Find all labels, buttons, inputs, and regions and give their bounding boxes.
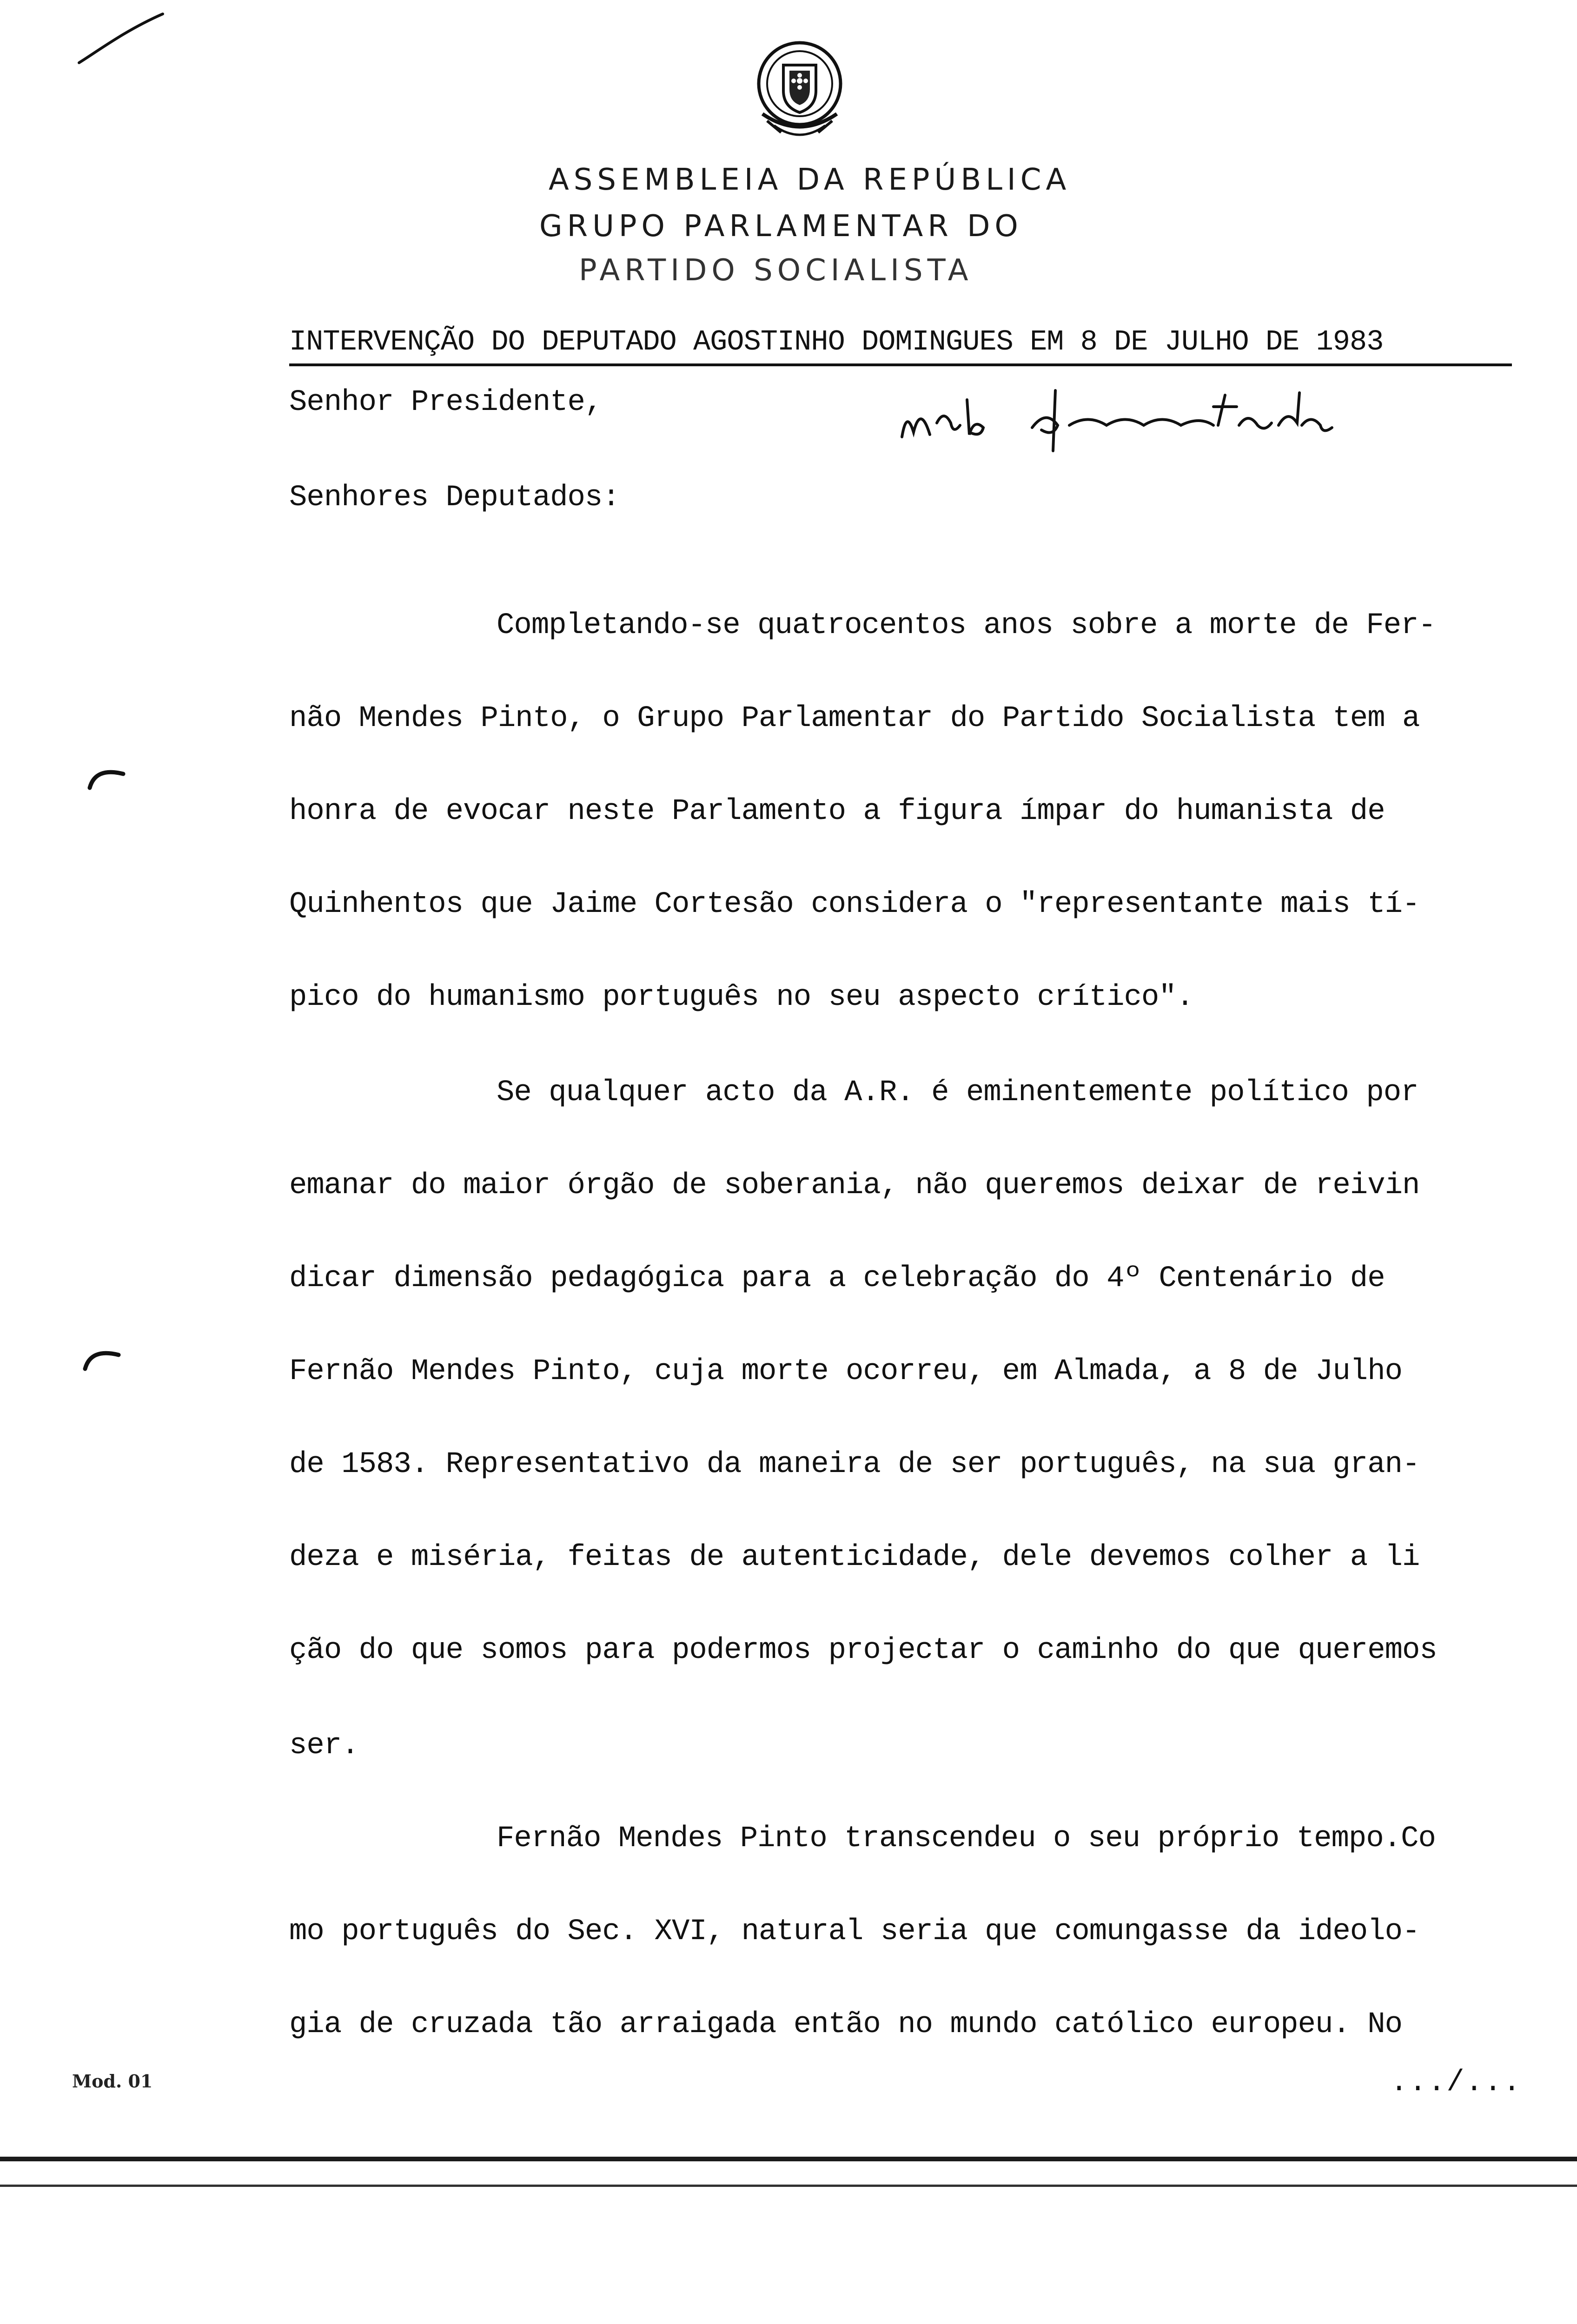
pen-stroke-mark-icon — [74, 9, 167, 70]
body-line-5: pico do humanismo português no seu aspecto crítico". — [289, 981, 1194, 1014]
body-line-4: Quinhentos que Jaime Cortesão considera o "representante mais tí- — [289, 888, 1420, 921]
body-line-6: Se qualquer acto da A.R. é eminentemente político por — [497, 1076, 1418, 1109]
body-line-1: Completando-se quatrocentos anos sobre a morte de Fer- — [497, 609, 1436, 642]
coat-of-arms-icon — [749, 33, 851, 144]
body-line-10: de 1583. Representativo da maneira de ser português, na sua gran- — [289, 1448, 1420, 1481]
body-line-13: ser. — [289, 1729, 359, 1763]
body-line-9: Fernão Mendes Pinto, cuja morte ocorreu, em Almada, a 8 de Julho — [289, 1355, 1402, 1388]
body-line-7: emanar do maior órgão de soberania, não queremos deixar de reivin — [289, 1169, 1420, 1202]
body-line-14: Fernão Mendes Pinto transcendeu o seu próprio tempo.Co — [497, 1822, 1436, 1855]
salutation-deputies: Senhores Deputados: — [289, 481, 620, 515]
footer-rule-thick — [0, 2157, 1577, 2161]
handwritten-annotation — [893, 381, 1339, 456]
letterhead-group: GRUPO PARLAMENTAR DO — [539, 209, 1023, 244]
body-line-8: dicar dimensão pedagógica para a celebração do 4º Centenário de — [289, 1262, 1385, 1295]
document-title: INTERVENÇÃO DO DEPUTADO AGOSTINHO DOMINGUES EM 8 DE JULHO DE 1983 — [289, 325, 1384, 358]
margin-bracket-icon — [81, 1343, 123, 1371]
salutation-president: Senhor Presidente, — [289, 386, 603, 419]
body-line-12: ção do que somos para podermos projectar o caminho do que queremos — [289, 1634, 1437, 1667]
form-code: Mod. 01 — [72, 2071, 153, 2092]
body-line-3: honra de evocar neste Parlamento a figura ímpar do humanista de — [289, 795, 1385, 828]
body-line-11: deza e miséria, feitas de autenticidade, dele devemos colher a li — [289, 1541, 1420, 1574]
footer-rule-thin — [0, 2185, 1577, 2187]
continuation-mark: .../... — [1390, 2066, 1522, 2100]
body-line-15: mo português do Sec. XVI, natural seria que comungasse da ideolo- — [289, 1915, 1420, 1948]
letterhead-party: PARTIDO SOCIALISTA — [579, 253, 973, 288]
letterhead-assembly: ASSEMBLEIA DA REPÚBLICA — [549, 163, 1071, 197]
margin-bracket-icon — [86, 762, 128, 790]
body-line-2: não Mendes Pinto, o Grupo Parlamentar do Partido Socialista tem a — [289, 702, 1420, 735]
body-line-16: gia de cruzada tão arraigada então no mundo católico europeu. No — [289, 2008, 1402, 2041]
title-underline — [289, 363, 1512, 366]
